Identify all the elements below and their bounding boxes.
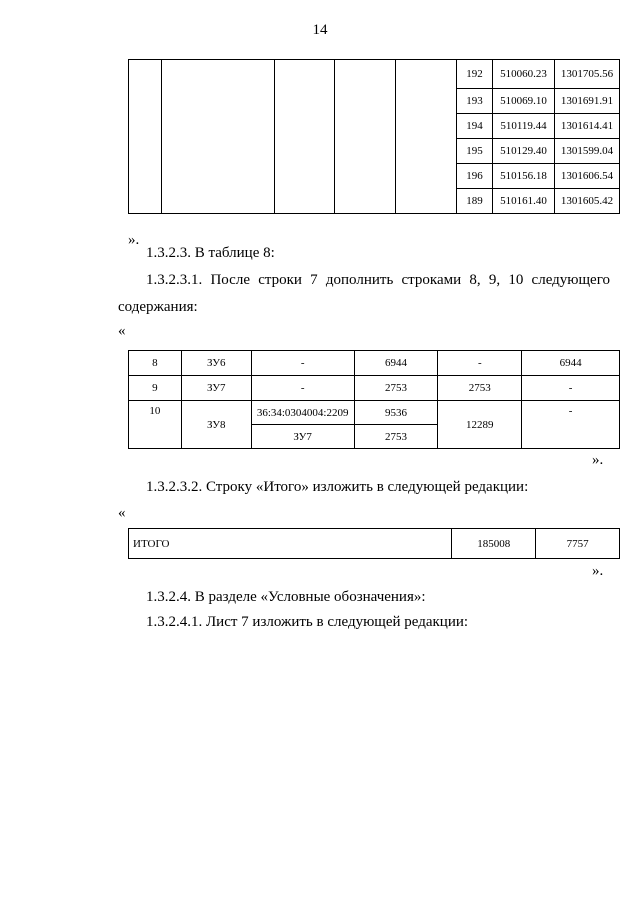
row-number: 9 [129,376,182,401]
area: 2753 [354,425,438,449]
row-number: 10 [129,401,182,449]
paragraph-1-3-2-4-1: 1.3.2.4.1. Лист 7 изложить в следующей редакции: [146,614,469,630]
cadastral-number: ЗУ7 [251,425,354,449]
paragraph-1-3-2-3-1-line1: 1.3.2.3.1. После строки 7 дополнить строками 8, 9, 10 следующего [146,272,610,288]
table-row [129,351,620,376]
row-number: 8 [129,351,182,376]
empty-cell [161,60,274,214]
area: 6944 [354,351,438,376]
paragraph-1-3-2-3-1-line2: содержания: [118,299,198,315]
total-label: ИТОГО [129,529,452,559]
table-row [129,529,620,559]
coord-y: 1301614.41 [554,114,619,139]
coord-y: 1301705.56 [554,60,619,89]
cadastral-number: - [251,376,354,401]
closing-quote: ». [592,563,604,579]
plot-name: ЗУ7 [181,376,251,401]
point-number: 196 [457,164,493,189]
column-6: - [522,401,620,449]
total-value-2: 7757 [536,529,620,559]
closing-quote: ». [592,452,604,468]
column-5: 2753 [438,376,522,401]
empty-cell [274,60,335,214]
coord-x: 510060.23 [493,60,555,89]
point-number: 193 [457,89,493,114]
paragraph-1-3-2-3-2: 1.3.2.3.2. Строку «Итого» изложить в следующей редакции: [146,479,529,495]
column-5: - [438,351,522,376]
point-number: 189 [457,189,493,214]
empty-cell [396,60,457,214]
plot-name: ЗУ6 [181,351,251,376]
closing-quote: ». [128,232,140,248]
coordinates-table [128,59,620,214]
coord-x: 510129.40 [493,139,555,164]
coord-x: 510161.40 [493,189,555,214]
point-number: 192 [457,60,493,89]
cadastral-number: - [251,351,354,376]
total-value-1: 185008 [452,529,536,559]
coord-y: 1301599.04 [554,139,619,164]
coord-x: 510156.18 [493,164,555,189]
table-row [129,401,620,425]
coord-x: 510119.44 [493,114,555,139]
coord-y: 1301605.42 [554,189,619,214]
area: 2753 [354,376,438,401]
coord-y: 1301691.91 [554,89,619,114]
cadastral-number: 36:34:0304004:2209 [251,401,354,425]
empty-cell [129,60,162,214]
point-number: 194 [457,114,493,139]
opening-quote: « [118,323,126,339]
point-number: 195 [457,139,493,164]
opening-quote: « [118,505,126,521]
paragraph-1-3-2-4: 1.3.2.4. В разделе «Условные обозначения»: [146,589,426,605]
page-number: 14 [312,22,328,38]
plot-name: ЗУ8 [181,401,251,449]
inserted-rows-table [128,350,620,449]
column-6: 6944 [522,351,620,376]
column-6: - [522,376,620,401]
paragraph-1-3-2-3: 1.3.2.3. В таблице 8: [146,245,275,261]
table-row [129,376,620,401]
coord-y: 1301606.54 [554,164,619,189]
area: 9536 [354,401,438,425]
table-row [129,60,620,89]
coord-x: 510069.10 [493,89,555,114]
empty-cell [335,60,396,214]
column-5: 12289 [438,401,522,449]
total-table [128,528,620,559]
